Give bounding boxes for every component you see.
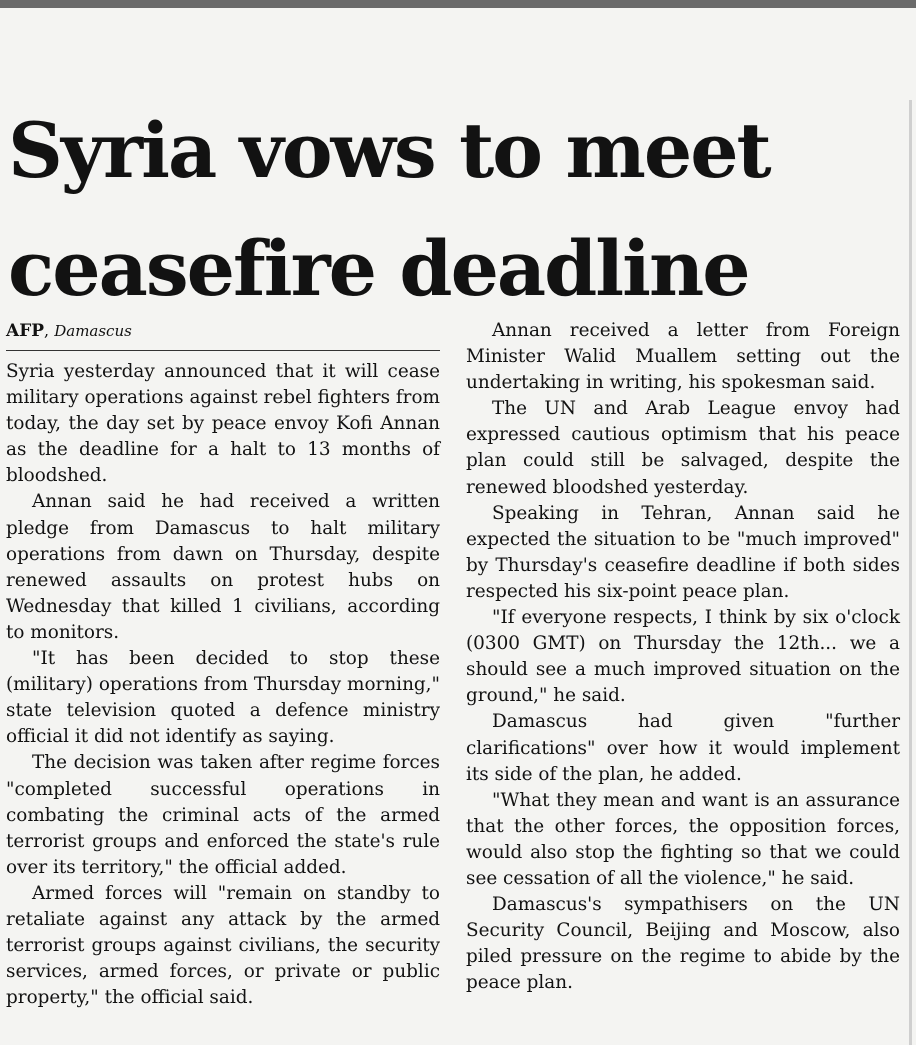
column-divider-rule: [909, 100, 912, 1045]
paragraph: Damascus's sympathisers on the UN Security Council, Beijing and Moscow, also piled pressure on the regime to abide by the peace plan.: [466, 894, 900, 994]
paragraph: Annan received a letter from Foreign Minister Walid Muallem setting out the undertaking in writing, his spokesman said.: [466, 320, 900, 394]
paragraph: "What they mean and want is an assurance that the other forces, the opposition forces, would also stop the fighting so that we could see cessation of all the violence," he said.: [466, 789, 900, 889]
paragraph: "It has been decided to stop these (military) operations from Thursday morning," state television quoted a defence ministry official it did not identify as saying.: [6, 648, 440, 748]
byline: [6, 318, 440, 351]
paragraph: The decision was taken after regime forces "completed successful operations in combating the criminal acts of the armed terrorist groups and enforced the state's rule over its territory," the official added.: [6, 752, 440, 878]
paragraph: The UN and Arab League envoy had expressed cautious optimism that his peace plan could still be salvaged, despite the renewed bloodshed yesterday.: [466, 398, 900, 498]
headline: Syria vows to meet ceasefire deadline: [8, 106, 770, 313]
left-column: [6, 318, 440, 1011]
paragraph: Damascus had given "further clarifications" over how it would implement its side of the plan, he added.: [466, 711, 900, 785]
paragraph: Armed forces will "remain on standby to retaliate against any attack by the armed terrorist groups against civilians, the security services, armed forces, or private or public property," the official said.: [6, 882, 440, 1009]
top-rule: [0, 0, 916, 8]
paragraph: "If everyone respects, I think by six o'clock (0300 GMT) on Thursday the 12th... we a should see a much improved situation on the ground," he said.: [466, 607, 900, 707]
byline-separator: ,: [44, 321, 55, 340]
paragraph: Annan said he had received a written pledge from Damascus to halt military operations from dawn on Thursday, despite renewed assaults on protest hubs on Wednesday that killed 1 civilians, according to monitors.: [6, 491, 440, 643]
paragraph: Speaking in Tehran, Annan said he expected the situation to be "much improved" by Thursday's ceasefire deadline if both sides respected his six-point peace plan.: [466, 502, 900, 602]
byline-place: Damascus: [54, 322, 132, 340]
right-column: [466, 318, 900, 996]
paragraph: Syria yesterday announced that it will cease military operations against rebel fighters from today, the day set by peace envoy Kofi Annan as the deadline for a halt to 13 months of bloodshed.: [6, 361, 440, 487]
byline-agency: AFP: [6, 321, 45, 341]
